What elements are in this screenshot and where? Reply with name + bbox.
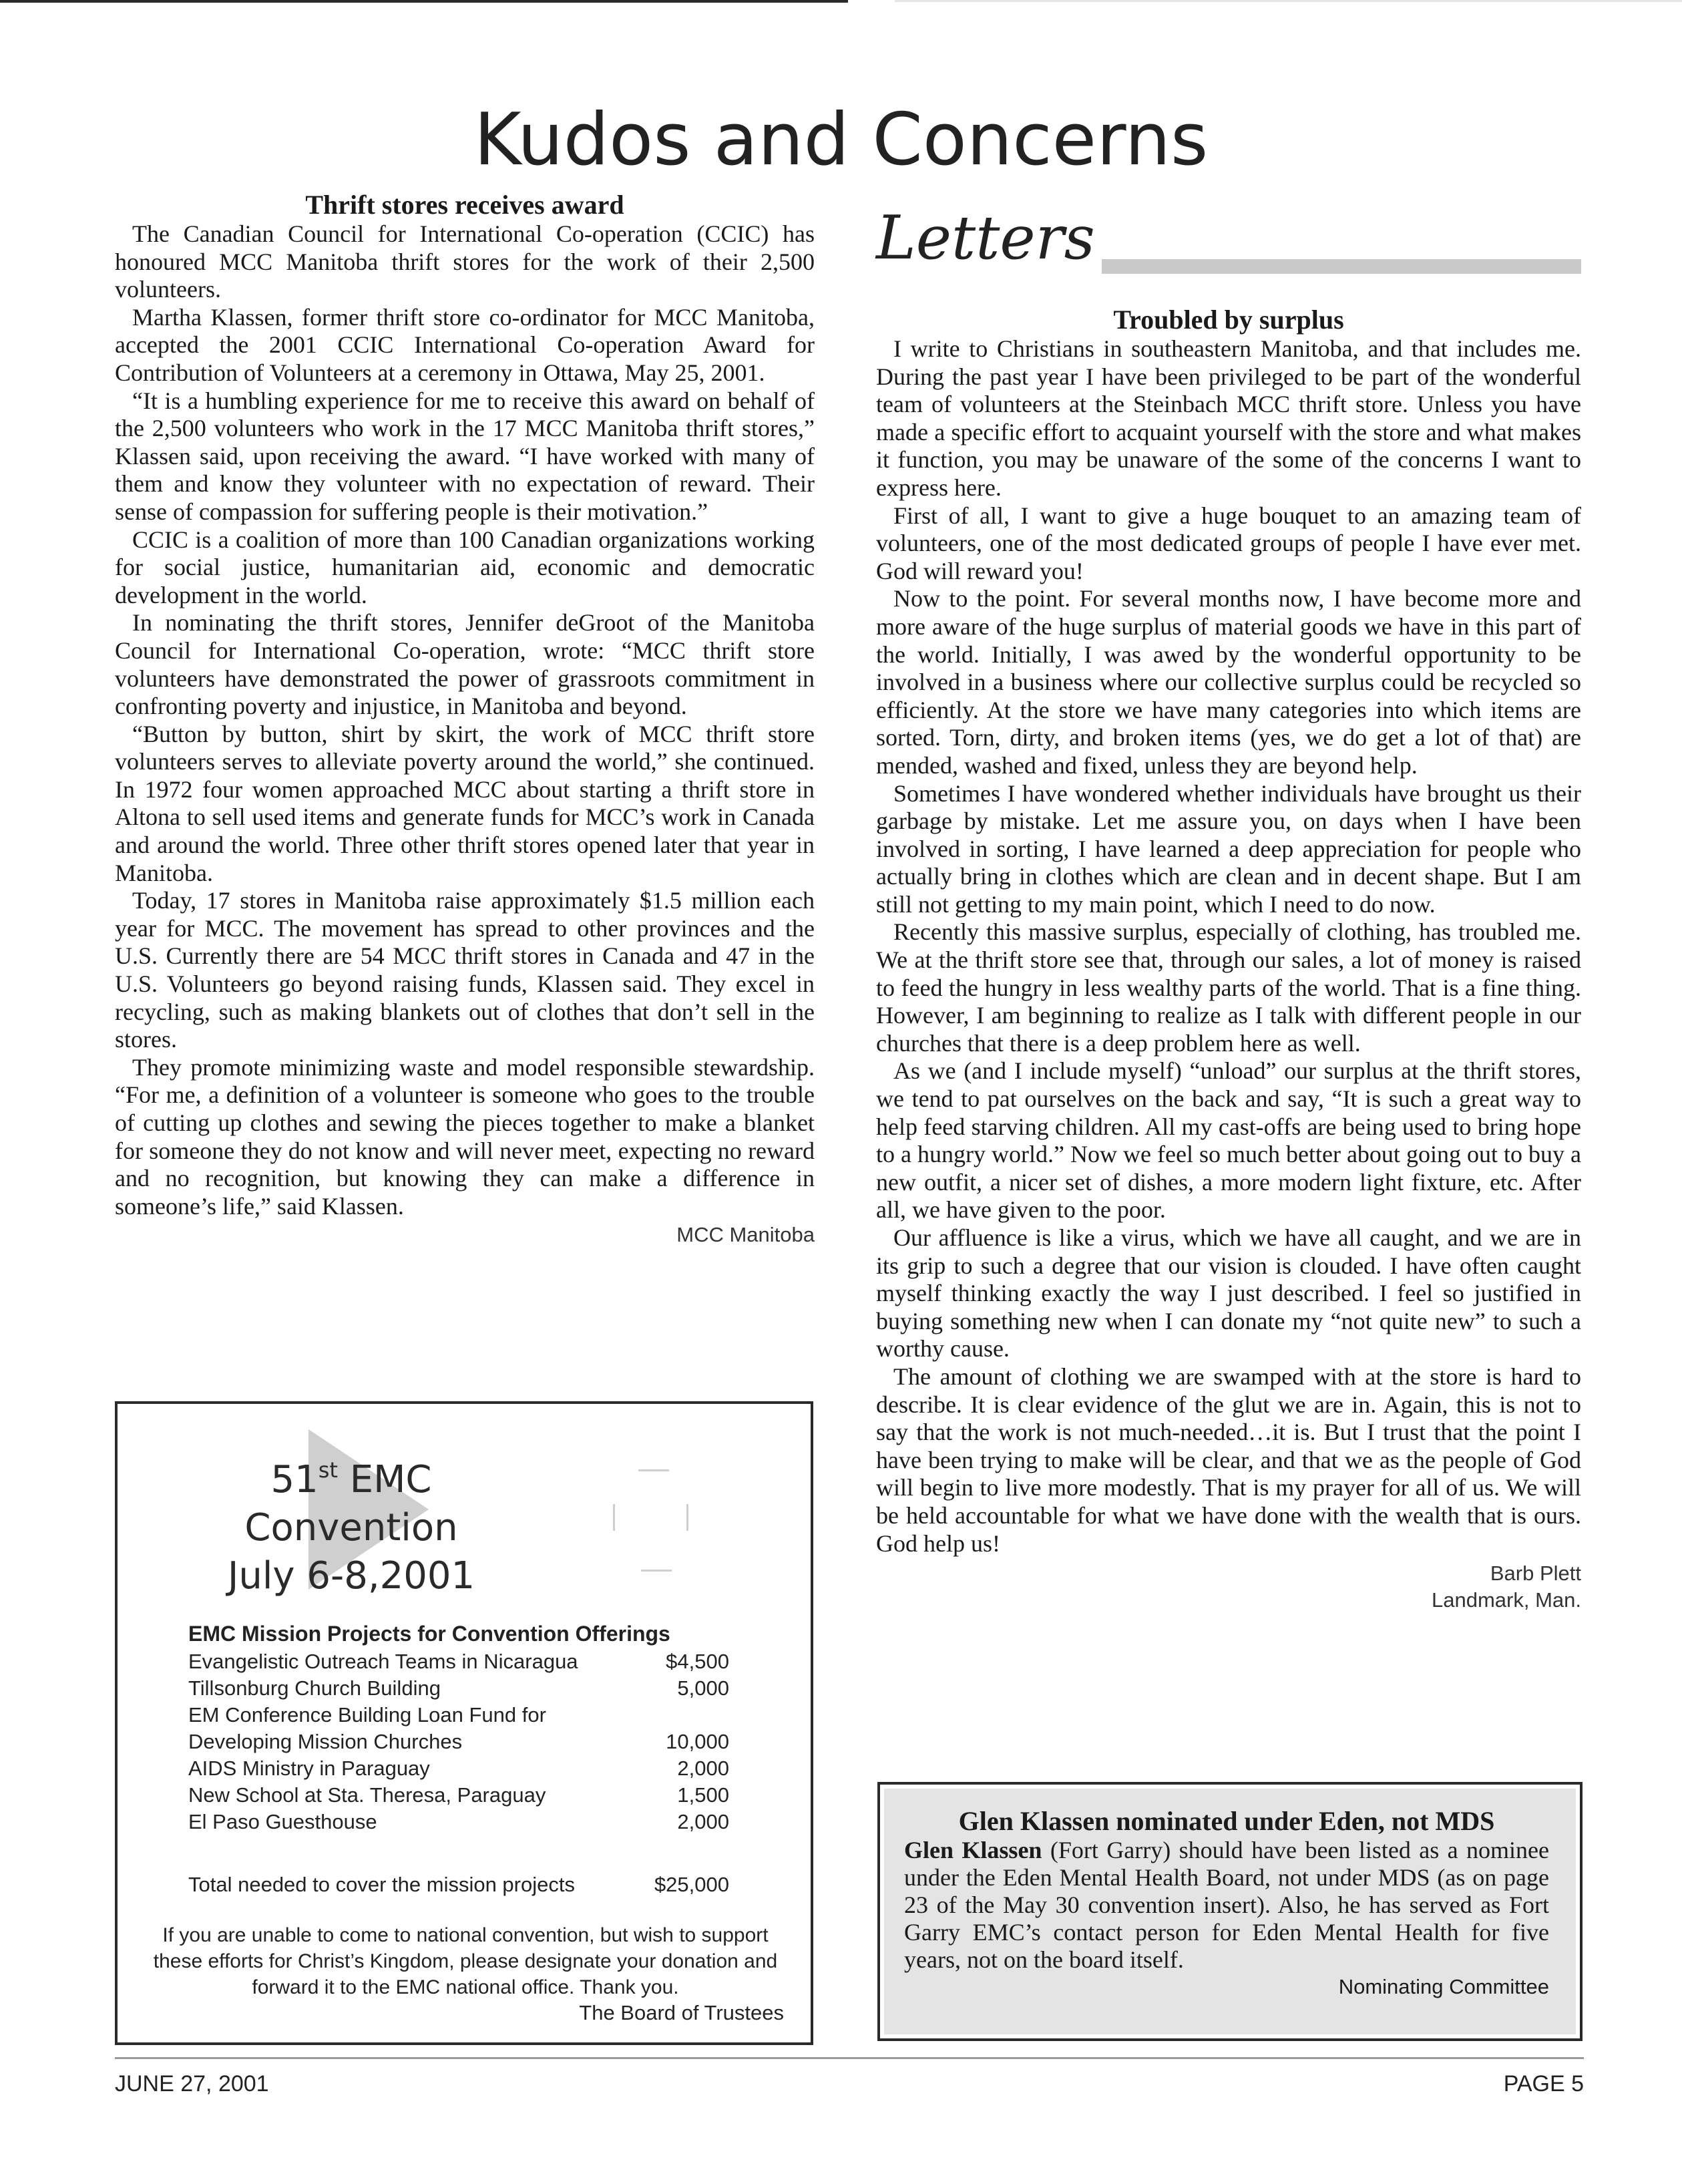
convention-dates: July 6-8,2001 xyxy=(227,1554,475,1598)
project-name: Tillsonburg Church Building xyxy=(188,1676,441,1700)
letter-author: Barb Plett xyxy=(1490,1562,1581,1586)
project-name: El Paso Guesthouse xyxy=(188,1810,377,1833)
projects-table xyxy=(188,1648,729,1835)
letters-banner xyxy=(876,200,1581,281)
correction-text: (Fort Garry) should have been listed as a nominee under the Eden Mental Health Board, not under MDS (as on page 23 of the May 30 convention insert). Also, he has served as Fort Garry EMC’s contact person for Eden Mental Health for five years, not on the board itself. xyxy=(904,1837,1549,1973)
convention-signature: The Board of Trustees xyxy=(579,2001,784,2024)
convention-org: EMC xyxy=(349,1458,432,1501)
table-row xyxy=(188,1755,729,1782)
article-paragraph: Martha Klassen, former thrift store co-ordinator for MCC Manitoba, accepted the 2001 CCIC International Co-operation Award for Contribution of Volunteers at a ceremony in Ottawa, May 25, 2001. xyxy=(115,303,815,386)
letter-headline: Troubled by surplus xyxy=(1113,305,1344,335)
decorative-dash xyxy=(638,1469,669,1471)
article-headline: Thrift stores receives award xyxy=(305,190,624,220)
article-paragraph: In nominating the thrift stores, Jennifer deGroot of the Manitoba Council for International Co-operation, wrote: “MCC thrift store volunteers have demonstrated the power of grassroots commitment in confronting poverty and injustice, in Manitoba and beyond. xyxy=(115,609,815,720)
decorative-tick xyxy=(686,1504,688,1531)
convention-ordinal-suffix: st xyxy=(318,1457,338,1483)
convention-heading xyxy=(198,1456,505,1600)
total-label: Total needed to cover the mission projects xyxy=(188,1873,575,1896)
letter-location: Landmark, Man. xyxy=(1432,1588,1581,1612)
project-amount: 1,500 xyxy=(677,1783,729,1807)
footer-rule xyxy=(115,2057,1584,2059)
letter-paragraph: I write to Christians in southeastern Manitoba, and that includes me. During the past year I have been privileged to be part of the wonderful team of volunteers at the Steinbach MCC thrift store. Unless you have made a specific effort to acquaint yourself with the store and what makes it function, you may be unaware of the some of the concerns I want to express here. xyxy=(876,335,1581,501)
convention-box xyxy=(115,1401,813,2045)
project-amount: $4,500 xyxy=(666,1650,729,1673)
thrift-article xyxy=(115,190,815,1248)
project-name: EM Conference Building Loan Fund for xyxy=(188,1703,546,1726)
footer-page-number: PAGE 5 xyxy=(1503,2071,1584,2097)
convention-note: If you are unable to come to national convention, but wish to support these efforts for Christ’s Kingdom, please designate your donation and forward it to the EMC national office. Thank you. xyxy=(153,1924,778,1998)
letter-paragraph: The amount of clothing we are swamped with at the store is hard to describe. It is clear evidence of the glut we are in. Again, this is not to say that the work is not much-needed…it is. But I trust that the point I have been trying to make will be clear, and that we as the people of God will begin to live more modestly. That is my prayer for all of us. We will be held accountable for what we have done with the wealth that is ours. God help us! xyxy=(876,1362,1581,1557)
article-paragraph: CCIC is a coalition of more than 100 Canadian organizations working for social justice, humanitarian aid, economic and democratic development in the world. xyxy=(115,526,815,608)
project-amount: 2,000 xyxy=(677,1810,729,1833)
project-name: AIDS Ministry in Paraguay xyxy=(188,1757,430,1780)
total-amount: $25,000 xyxy=(654,1873,729,1896)
article-paragraph: “Button by button, shirt by skirt, the work of MCC thrift store volunteers serves to alleviate poverty around the world,” she continued. In 1972 four women approached MCC about starting a thrift store in Altona to sell used items and generate funds for MCC’s work in Canada and around the world. Three other thrift stores opened later that year in Manitoba. xyxy=(115,720,815,886)
table-row xyxy=(188,1728,729,1755)
correction-body xyxy=(904,1837,1549,1974)
project-name: Developing Mission Churches xyxy=(188,1730,463,1753)
article-byline: MCC Manitoba xyxy=(676,1223,815,1247)
footer-date: JUNE 27, 2001 xyxy=(115,2071,269,2097)
table-row xyxy=(188,1675,729,1702)
correction-lead-name: Glen Klassen xyxy=(904,1837,1042,1863)
table-row xyxy=(188,1648,729,1675)
project-amount: 10,000 xyxy=(666,1730,729,1753)
convention-word: Convention xyxy=(244,1506,458,1550)
article-paragraph: Today, 17 stores in Manitoba raise approximately $1.5 million each year for MCC. The movement has spread to other provinces and the U.S. Currently there are 54 MCC thrift stores in Canada and 47 in the U.S. Volunteers go beyond raising funds, Klassen said. They excel in recycling, such as making blankets out of clothes that don’t sell in the stores. xyxy=(115,887,815,1053)
table-row xyxy=(188,1809,729,1835)
letter-paragraph: Our affluence is like a virus, which we have all caught, and we are in its grip to such a degree that our vision is clouded. I have often caught myself thinking exactly the way I just described. I feel so justified in buying something new when I can donate my “not quite new” to such a worthy cause. xyxy=(876,1224,1581,1362)
convention-ordinal: 51 xyxy=(270,1458,319,1501)
letters-section xyxy=(876,200,1581,1614)
project-amount xyxy=(654,1702,729,1728)
article-paragraph: They promote minimizing waste and model responsible stewardship. “For me, a definition of a volunteer is someone who goes to the trouble of cutting up clothes and sewing the pieces together to make a blanket for someone they do not know and will never meet, expecting no reward and no recognition, but knowing they can make a difference in someone’s life,” said Klassen. xyxy=(115,1053,815,1220)
letter-paragraph: Recently this massive surplus, especially of clothing, has troubled me. We at the thrift store see that, through our sales, a lot of money is raised to feed the hungry in less wealthy parts of the world. That is a fine thing. However, I am beginning to realize as I talk with different people in our churches that there is a deep problem here as well. xyxy=(876,918,1581,1057)
correction-box xyxy=(877,1782,1583,2041)
projects-title: EMC Mission Projects for Convention Offerings xyxy=(188,1622,670,1646)
correction-headline: Glen Klassen nominated under Eden, not MDS xyxy=(958,1806,1495,1836)
letter-paragraph: Now to the point. For several months now, I have become more and more aware of the huge surplus of material goods we have in this part of the world. Initially, I was awed by the wonderful opportunity to be involved in a business where our collective surplus could be recycled so efficiently. At the store we have many categories into which items are sorted. Torn, dirty, and broken items (yes, we do get a lot of that) are mended, washed and fixed, unless they are beyond help. xyxy=(876,585,1581,779)
decorative-dash xyxy=(641,1570,672,1572)
decorative-tick xyxy=(613,1504,615,1531)
letter-paragraph: First of all, I want to give a huge bouquet to an amazing team of volunteers, one of the most dedicated groups of people I have ever met. God will reward you! xyxy=(876,502,1581,584)
article-paragraph: “It is a humbling experience for me to receive this award on behalf of the 2,500 volunteers who work in the 17 MCC Manitoba thrift stores,” Klassen said, upon receiving the award. “I have worked with many of them and know they volunteer with no expectation of reward. Their sense of compassion for suffering people is their motivation.” xyxy=(115,387,815,525)
letter-body xyxy=(876,335,1581,1558)
projects-total xyxy=(188,1871,729,1898)
letter-paragraph: As we (and I include myself) “unload” our surplus at the thrift stores, we tend to pat ourselves on the back and say, “It is such a great way to help feed starving children. All my cast-offs are being used to bring hope to a hungry world.” Now we feel so much better about going out to buy a new outfit, a nicer set of dishes, a more modern light fixture, etc. After all, we have given to the poor. xyxy=(876,1057,1581,1224)
project-amount: 2,000 xyxy=(677,1757,729,1780)
project-name: Evangelistic Outreach Teams in Nicaragua xyxy=(188,1650,578,1673)
letter-paragraph: Sometimes I have wondered whether individuals have brought us their garbage by mistake. Let me assure you, on days when I have been involved in sorting, I have learned a deep appreciation for people who actually bring in clothes which are clean and in decent shape. But I am still not getting to my main point, which I need to do now. xyxy=(876,779,1581,918)
article-paragraph: The Canadian Council for International Co-operation (CCIC) has honoured MCC Manitoba thrift stores for the work of their 2,500 volunteers. xyxy=(115,220,815,303)
table-row xyxy=(188,1782,729,1809)
letters-title: Letters xyxy=(876,202,1102,275)
correction-panel xyxy=(884,1789,1576,2034)
page-title: Kudos and Concerns xyxy=(473,98,1209,182)
top-rule xyxy=(0,0,848,3)
project-name: New School at Sta. Theresa, Paraguay xyxy=(188,1783,546,1807)
correction-signature: Nominating Committee xyxy=(1338,1975,1549,1998)
project-amount: 5,000 xyxy=(677,1676,729,1700)
article-body xyxy=(115,220,815,1220)
table-row xyxy=(188,1702,729,1728)
top-rule-faint xyxy=(895,0,1682,2)
